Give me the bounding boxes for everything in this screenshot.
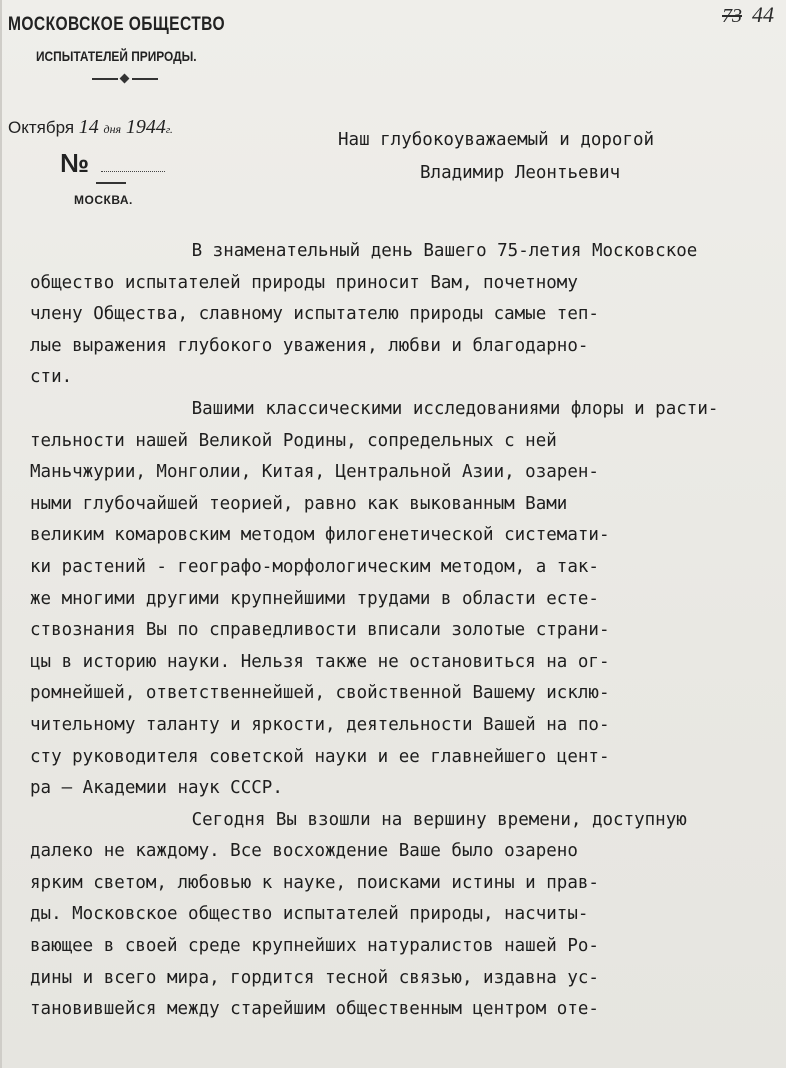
body-line: ствознания Вы по справедливости вписали золотые страни- (30, 620, 610, 641)
date-day: 14 (78, 116, 99, 138)
city-rule (96, 182, 126, 184)
body-line: чительному таланту и яркости, деятельности Вашей на по- (30, 714, 610, 735)
body-line: сти. (30, 367, 73, 388)
body-line: тановившейся между старейшим общественным центром оте- (30, 999, 599, 1020)
body-line: ромнейшей, ответственнейшей, свойственной Вашему исклю- (30, 683, 610, 704)
letterhead-org-line1: МОСКОВСКОЕ ОБЩЕСТВО (8, 14, 225, 35)
document-number (60, 148, 165, 179)
date-year: 1944 (125, 116, 166, 138)
number-blank-line (101, 171, 165, 172)
ornament-divider (92, 74, 156, 84)
letter-body (30, 236, 780, 1026)
archive-number-struck: 73 (722, 5, 742, 27)
letter-date (8, 116, 173, 139)
body-line: далеко не каждому. Все восхождение Ваше было озарено (30, 841, 578, 862)
body-line: ярким светом, любовью к науке, поисками истины и прав- (30, 872, 599, 893)
body-line: дины и всего мира, гордится тесной связью, издавна ус- (30, 967, 599, 988)
number-sign: № (60, 148, 89, 178)
body-line: тельности нашей Великой Родины, сопредельных с ней (30, 430, 557, 451)
city-label: МОСКВА. (74, 193, 133, 207)
body-line: сту руководителя советской науки и ее главнейшего цент- (30, 746, 610, 767)
body-line: ными глубочайшей теорией, равно как выкованным Вами (30, 493, 568, 514)
body-line: ды. Московское общество испытателей природы, насчиты- (30, 904, 589, 925)
body-line: В знаменательный день Вашего 75-летия Московское (160, 241, 698, 261)
body-line: лые выражения глубокого уважения, любви и благодарно- (30, 335, 589, 356)
letterhead-org-line2: ИСПЫТАТЕЛЕЙ ПРИРОДЫ. (36, 48, 197, 64)
body-line: ки растений - географо-морфологическим методом, а так- (30, 556, 599, 577)
body-line: ра — Академии наук СССР. (30, 778, 283, 799)
archive-page-number (722, 2, 774, 28)
body-line: общество испытателей природы приносит Вам, почетному (30, 272, 578, 293)
body-line: члену Общества, славному испытателю природы самые теп- (30, 304, 599, 325)
date-month: Октября (8, 118, 75, 137)
date-g: г. (165, 124, 173, 136)
body-line: цы в историю науки. Нельзя также не остановиться на ог- (30, 651, 610, 672)
date-dnya: дня (103, 122, 122, 136)
body-line: великим комаровским методом филогенетической системати- (30, 525, 610, 546)
archive-number-current: 44 (752, 2, 774, 27)
body-line: Маньчжурии, Монголии, Китая, Центральной Азии, озарен- (30, 462, 599, 483)
body-line: же многими другими крупнейшими трудами в области есте- (30, 588, 599, 609)
salutation-line2: Владимир Леонтьевич (420, 163, 621, 183)
body-line: Вашими классическими исследованиями флоры и расти- (160, 398, 719, 419)
body-line: вающее в своей среде крупнейших натуралистов нашей Ро- (30, 936, 599, 957)
salutation-line1: Наш глубокоуважаемый и дорогой (338, 130, 655, 150)
body-line: Сегодня Вы взошли на вершину времени, доступную (160, 809, 687, 830)
letterhead (8, 14, 228, 84)
